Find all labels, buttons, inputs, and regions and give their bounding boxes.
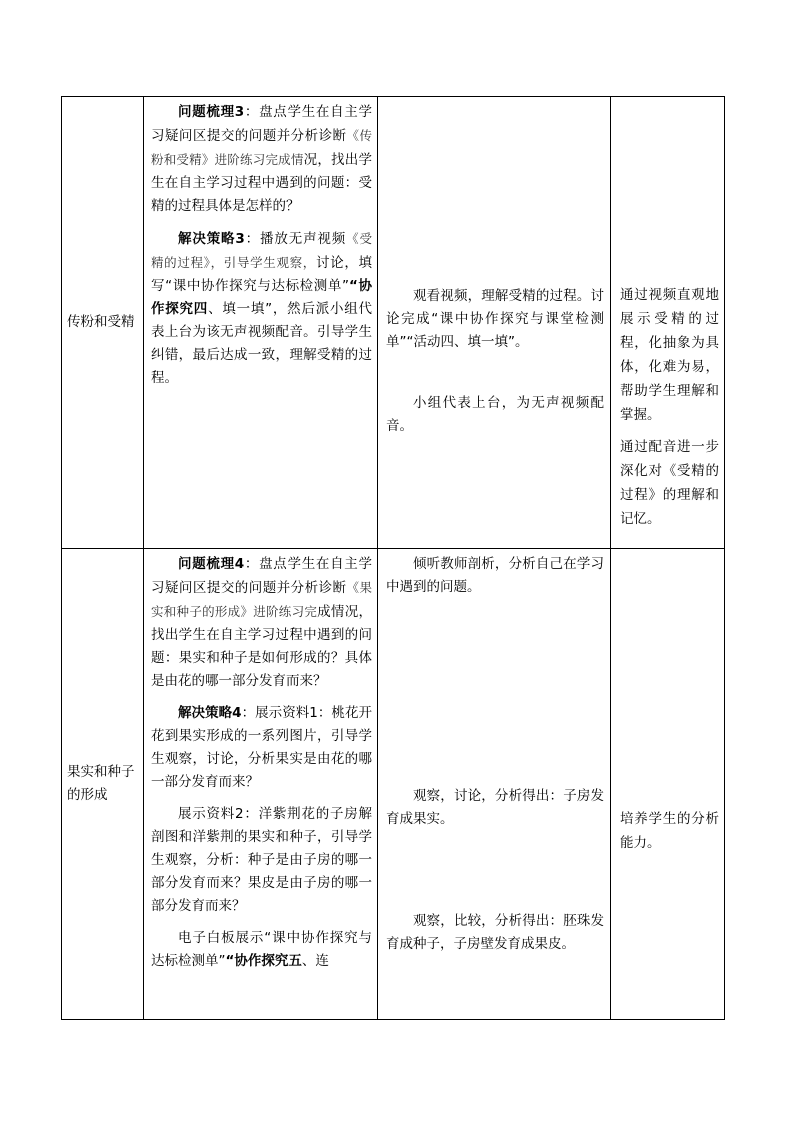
student-paragraph: 小组代表上台，为无声视频配音。 <box>386 395 604 434</box>
purpose-cell <box>611 549 725 1020</box>
strategy-paragraph: 解决策略4：展示资料1：桃花开花到果实形成的一系列图片，引导学生观察，讨论，分析果实是由花的哪一部分发育而来？ <box>151 705 372 791</box>
problem-label: 问题梳理3 <box>178 104 245 120</box>
student-paragraph: 倾听教师剖析，分析自己在学习中遇到的问题。 <box>386 556 604 596</box>
table-row <box>62 549 725 1020</box>
strategy-label: 解决策略3 <box>178 231 245 247</box>
problem-label: 问题梳理4 <box>178 556 245 573</box>
material-paragraph: 展示资料2：洋紫荆花的子房解剖图和洋紫荆的果实和种子，引导学生观察，分析：种子是由子房的哪一部分发育而来？果皮是由子房的哪一部分发育而来？ <box>151 806 372 915</box>
topic-label: 果实和种子的形成 <box>67 764 135 804</box>
lesson-plan-table <box>61 96 725 1020</box>
problem-paragraph: 问题梳理3：盘点学生在自主学习疑问区提交的问题并分析诊断《传粉和受精》进阶练习完成情况，找出学生在自主学习过程中遇到的问题：受精的过程具体是怎样的？ <box>151 104 372 214</box>
strategy-paragraph: 解决策略3：播放无声视频《受精的过程》，引导学生观察，讨论，填写“课中协作探究与达标检测单”“协作探究四、填一填”，然后派小组代表上台为该无声视频配音。引导学生纠错，最后达成一致，理解受精的过程。 <box>151 231 373 386</box>
purpose-paragraph: 通过视频直观地展示受精的过程，化抽象为具体，化难为易，帮助学生理解和掌握。 <box>620 287 719 423</box>
student-activity-cell <box>378 97 611 549</box>
student-paragraph: 观察，比较，分析得出：胚珠发育成种子，子房壁发育成果皮。 <box>386 913 604 953</box>
student-paragraph: 观察，讨论，分析得出：子房发育成果实。 <box>386 788 604 828</box>
table-row <box>62 97 725 549</box>
purpose-paragraph: 通过配音进一步深化对《受精的过程》的理解和记忆。 <box>620 439 719 527</box>
teacher-activity-cell <box>144 549 378 1020</box>
purpose-cell <box>611 97 725 549</box>
topic-cell <box>62 97 144 549</box>
student-paragraph: 观看视频，理解受精的过程。讨论完成“课中协作探究与课堂检测单”“活动四、填一填”。 <box>386 288 604 350</box>
topic-label: 传粉和受精 <box>67 314 135 331</box>
teacher-activity-cell <box>144 97 378 549</box>
problem-paragraph: 问题梳理4：盘点学生在自主学习疑问区提交的问题并分析诊断《果实和种子的形成》进阶练习完成情况，找出学生在自主学习过程中遇到的问题：果实和种子是如何形成的？具体是由花的哪一部分发育而来？ <box>151 556 372 690</box>
student-activity-cell <box>378 549 611 1020</box>
whiteboard-paragraph: 电子白板展示“课中协作探究与达标检测单”“协作探究五、连 <box>151 930 372 970</box>
topic-cell <box>62 549 144 1020</box>
purpose-paragraph: 培养学生的分析能力。 <box>620 811 719 852</box>
strategy-label: 解决策略4 <box>178 705 242 722</box>
